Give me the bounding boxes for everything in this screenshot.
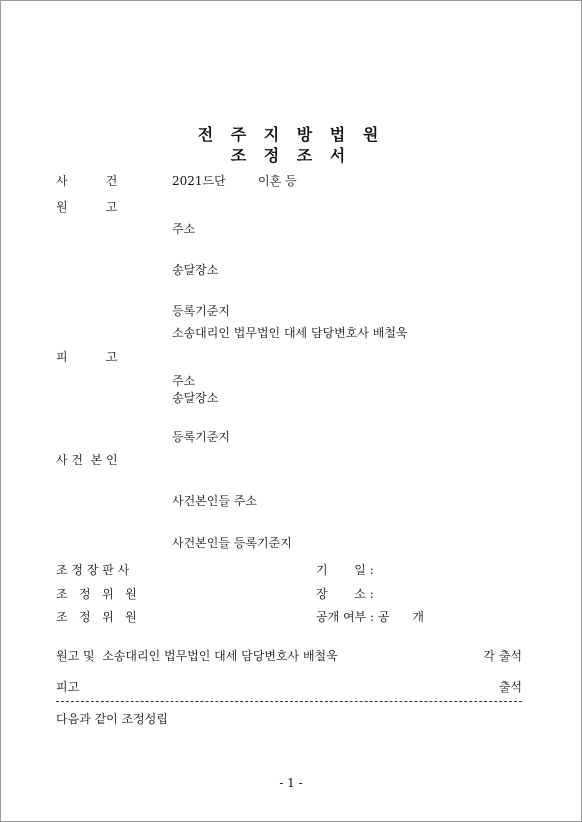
judge-label: 조 정 장 판 사: [56, 563, 130, 577]
attendance-defendant: 피고: [56, 680, 80, 694]
plaintiff-delivery: 송달장소: [172, 263, 219, 277]
mediation-result: 다음과 같이 조정성립: [56, 712, 168, 726]
mediator-label-1: 조 정 위 원: [56, 587, 137, 601]
page-number: - 1 -: [279, 776, 303, 790]
attendance-plaintiff-status: 각 출석: [483, 649, 522, 663]
document-title: 조 정 조 서: [230, 146, 352, 165]
plaintiff-counsel: 소송대리인 법무법인 대세 담당변호사 배철욱: [172, 326, 408, 340]
attendance-plaintiff: 원고 및 소송대리인 법무법인 대세 담당변호사 배철욱: [56, 649, 338, 663]
defendant-label: 피 고: [56, 350, 118, 364]
hearing-date-label: 기 일 :: [316, 563, 374, 577]
mediator-label-2: 조 정 위 원: [56, 610, 137, 624]
case-name: 이혼 등: [258, 174, 297, 188]
hearing-place-label: 장 소 :: [316, 587, 374, 601]
case-label: 사 건: [56, 174, 118, 188]
attendance-defendant-status: 출석: [498, 680, 522, 694]
public-status: 공개 여부 : 공 개: [316, 610, 424, 624]
court-name: 전 주 지 방 법 원: [197, 125, 385, 144]
dashed-divider: [56, 701, 522, 702]
plaintiff-registration: 등록기준지: [172, 304, 230, 318]
principal-address: 사건본인들 주소: [172, 494, 257, 508]
principal-label: 사 건 본 인: [56, 453, 118, 467]
plaintiff-label: 원 고: [56, 200, 118, 214]
defendant-address: 주소: [172, 374, 196, 388]
case-number: 2021드단: [172, 174, 226, 188]
principal-registration: 사건본인들 등록기준지: [172, 536, 292, 550]
defendant-registration: 등록기준지: [172, 430, 230, 444]
defendant-delivery: 송달장소: [172, 391, 219, 405]
plaintiff-address: 주소: [172, 222, 196, 236]
